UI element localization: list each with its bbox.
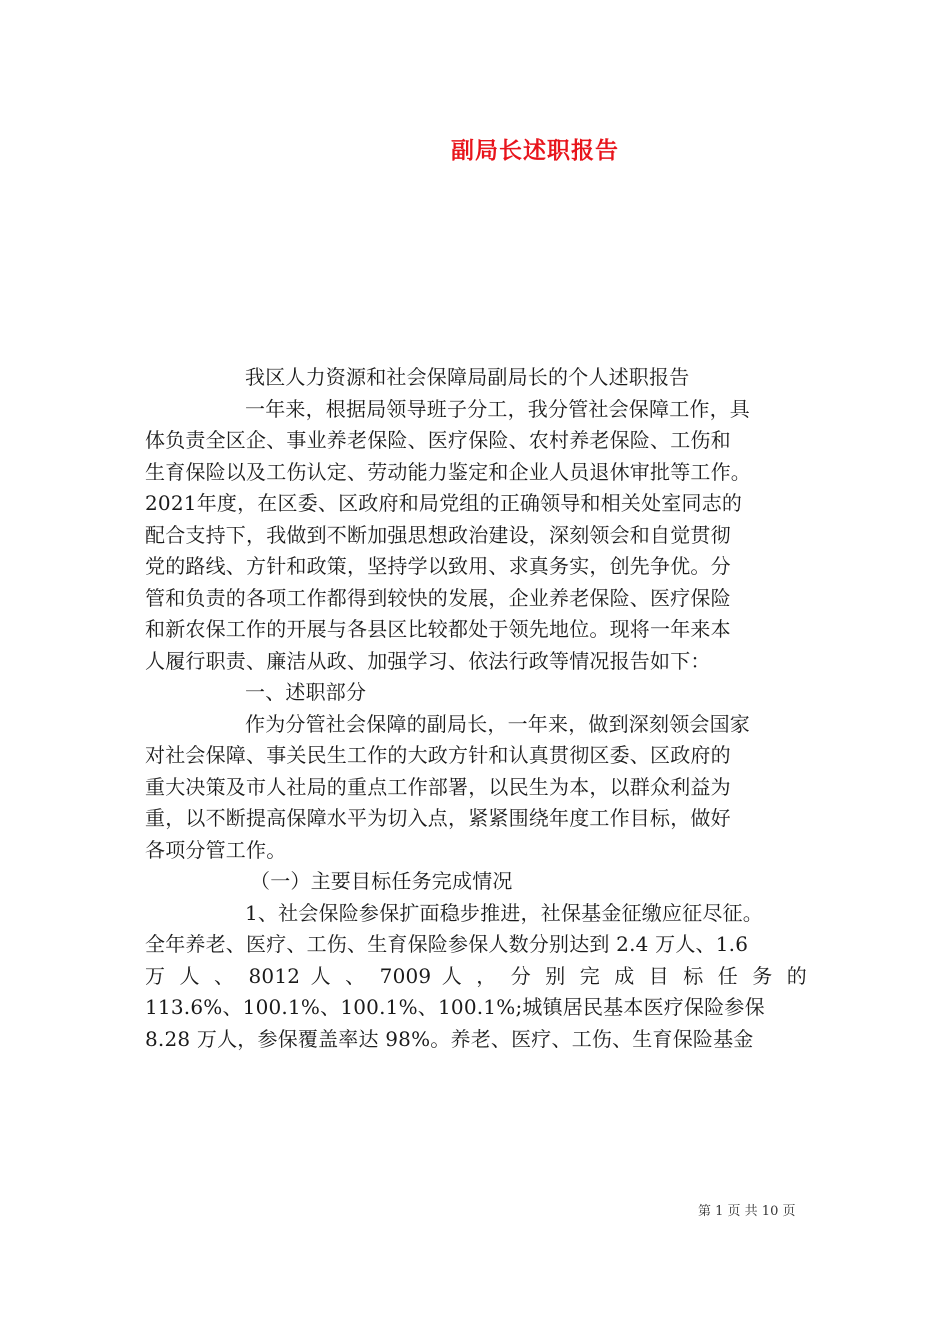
section-heading: 一、述职部分 [245, 680, 367, 704]
paragraph-line: 重，以不断提高保障水平为切入点，紧紧围绕年度工作目标，做好 [145, 806, 731, 830]
document-title: 副局长述职报告 [451, 137, 619, 164]
paragraph-line: 作为分管社会保障的副局长，一年来，做到深刻领会国家 [245, 711, 750, 736]
paragraph-line: 万 人 、 8012 人 、 7009 人 ， 分 别 完 成 目 标 任 务 的 [145, 963, 807, 988]
page-number-footer: 第 1 页 共 10 页 [698, 1204, 796, 1219]
paragraph-line: 8.28 万人，参保覆盖率达 98%。养老、医疗、工伤、生育保险基金 [145, 1026, 754, 1051]
paragraph-line: 生育保险以及工伤认定、劳动能力鉴定和企业人员退休审批等工作。 [145, 459, 751, 484]
paragraph-line: 党的路线、方针和政策，坚持学以致用、求真务实，创先争优。分 [145, 554, 731, 578]
paragraph-line: 2021年度，在区委、区政府和局党组的正确领导和相关处室同志的 [145, 491, 743, 515]
paragraph-line: 和新农保工作的开展与各县区比较都处于领先地位。现将一年来本 [145, 617, 731, 641]
paragraph-line: 全年养老、医疗、工伤、生育保险参保人数分别达到 2.4 万人、1.6 [145, 932, 749, 956]
paragraph-line: 对社会保障、事关民生工作的大政方针和认真贯彻区委、区政府的 [145, 743, 731, 767]
paragraph-line: 人履行职责、廉洁从政、加强学习、依法行政等情况报告如下： [145, 648, 711, 673]
report-subtitle: 我区人力资源和社会保障局副局长的个人述职报告 [245, 365, 690, 389]
paragraph-line: 1、社会保险参保扩面稳步推进，社保基金征缴应征尽征。 [245, 900, 763, 925]
paragraph-line: 113.6%、100.1%、100.1%、100.1%;城镇居民基本医疗保险参保 [145, 995, 765, 1019]
paragraph-line: 各项分管工作。 [145, 837, 287, 862]
paragraph-line: 一年来，根据局领导班子分工，我分管社会保障工作，具 [245, 396, 750, 421]
paragraph-line: 配合支持下，我做到不断加强思想政治建设，深刻领会和自觉贯彻 [145, 522, 731, 547]
subsection-heading: （一）主要目标任务完成情况 [250, 869, 513, 893]
paragraph-line: 管和负责的各项工作都得到较快的发展，企业养老保险、医疗保险 [145, 585, 731, 610]
document-body [145, 362, 807, 1055]
paragraph-line: 体负责全区企、事业养老保险、医疗保险、农村养老保险、工伤和 [145, 428, 731, 452]
paragraph-line: 重大决策及市人社局的重点工作部署，以民生为本，以群众利益为 [145, 774, 731, 799]
